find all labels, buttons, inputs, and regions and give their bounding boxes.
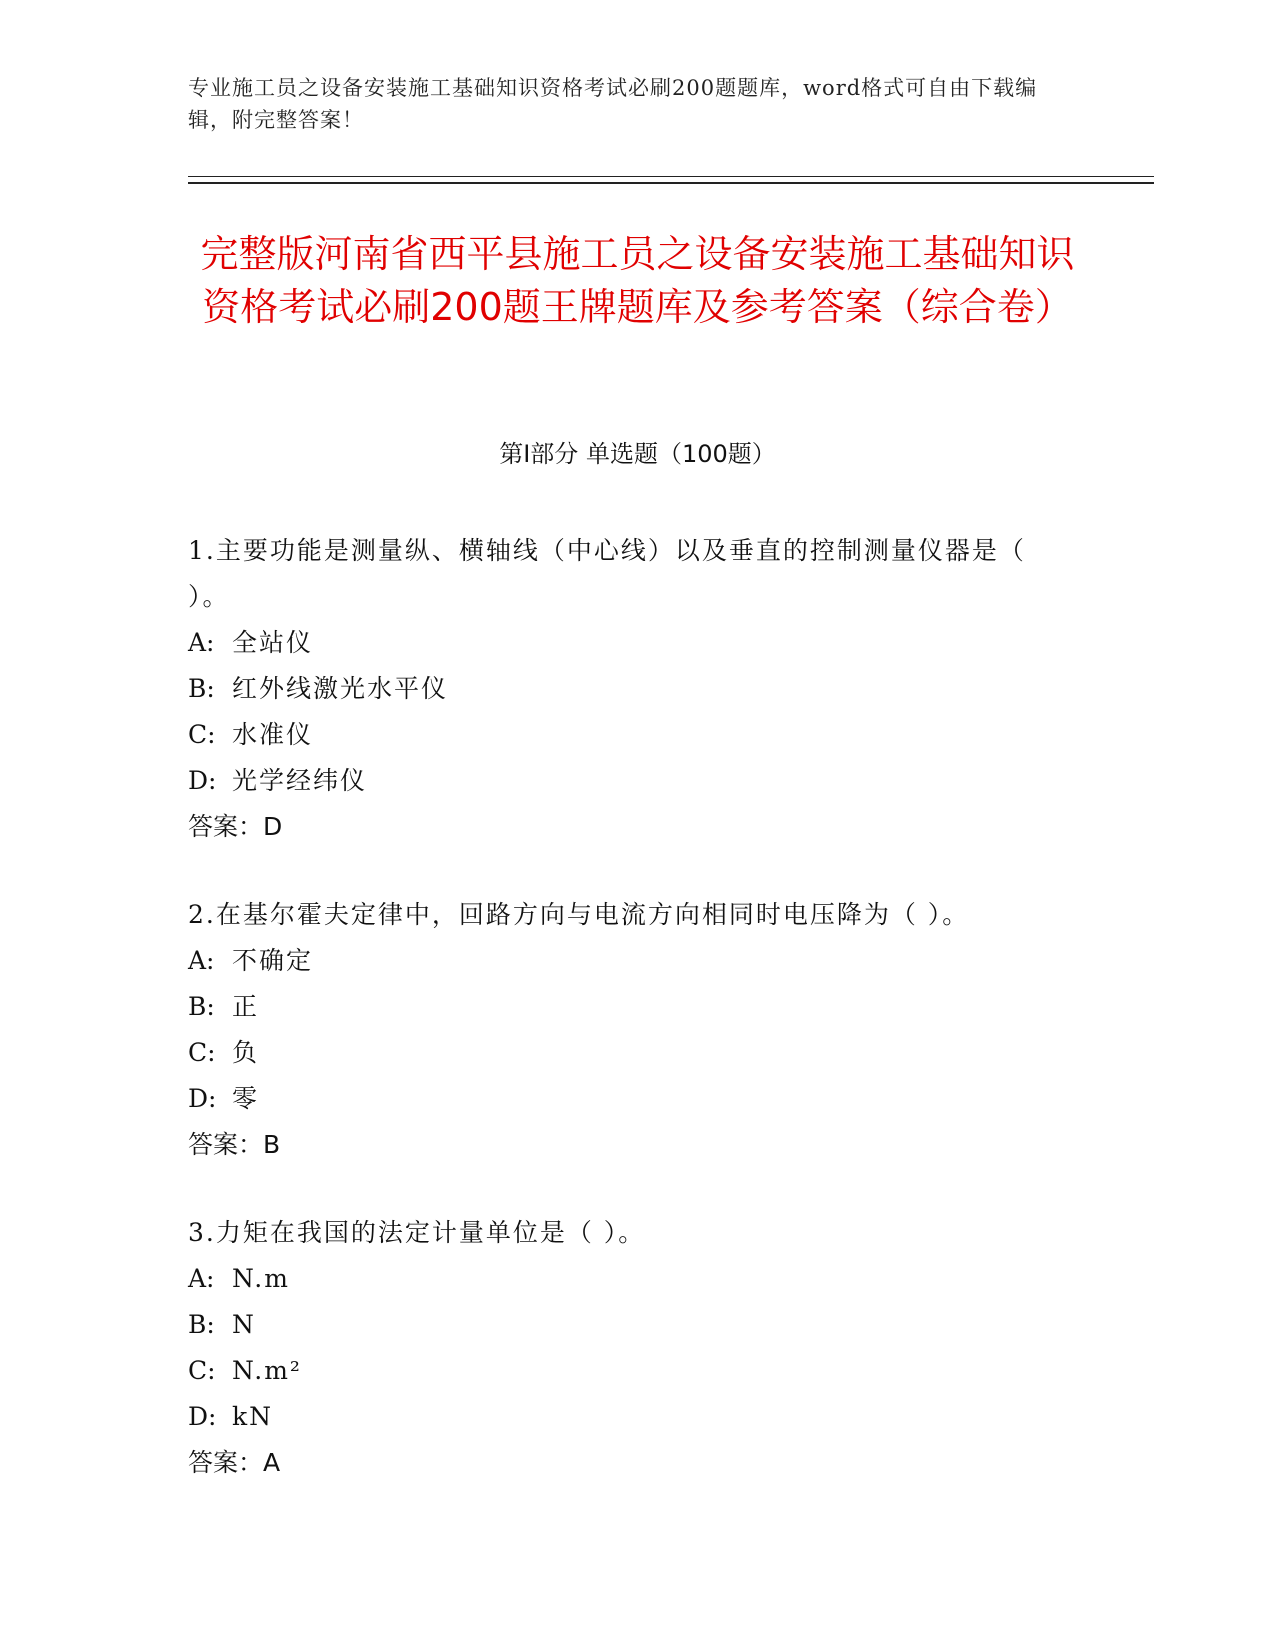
option-text: kN [232, 1402, 274, 1431]
question-item [188, 528, 1068, 850]
option-d [188, 1394, 1068, 1440]
option-a [188, 1256, 1068, 1302]
option-letter: A: [188, 1264, 215, 1293]
option-c [188, 712, 1068, 758]
question-stem: 1.主要功能是测量纵、横轴线（中心线）以及垂直的控制测量仪器是（ ）。 [188, 536, 1026, 611]
option-letter: D: [188, 1402, 217, 1431]
question-item [188, 1210, 1068, 1486]
answer-line: 答案：B [188, 1130, 281, 1159]
option-letter: D: [188, 1084, 217, 1113]
option-text: 红外线激光水平仪 [232, 674, 449, 703]
question-stem: 2.在基尔霍夫定律中，回路方向与电流方向相同时电压降为（ ）。 [188, 900, 970, 929]
option-letter: D: [188, 766, 217, 795]
option-letter: C: [188, 720, 216, 749]
question-item [188, 892, 1068, 1168]
option-text: 不确定 [232, 946, 314, 975]
option-letter: C: [188, 1038, 216, 1067]
answer-line: 答案：D [188, 812, 283, 841]
option-c [188, 1348, 1068, 1394]
option-letter: A: [188, 946, 215, 975]
option-d [188, 758, 1068, 804]
answer-line: 答案：A [188, 1448, 281, 1477]
option-text: N [232, 1310, 256, 1339]
option-text: 水准仪 [232, 720, 314, 749]
question-list [188, 528, 1068, 1528]
section-heading: 第Ⅰ部分 单选题（100题） [499, 440, 776, 468]
option-letter: A: [188, 628, 215, 657]
option-text: 正 [232, 992, 260, 1021]
option-b [188, 666, 1068, 712]
option-b [188, 1302, 1068, 1348]
option-d [188, 1076, 1068, 1122]
option-letter: C: [188, 1356, 216, 1385]
option-letter: B: [188, 674, 215, 703]
option-text: 零 [232, 1084, 260, 1113]
question-stem: 3.力矩在我国的法定计量单位是（ ）。 [188, 1218, 646, 1247]
option-letter: B: [188, 992, 215, 1021]
header-note: 专业施工员之设备安装施工基础知识资格考试必刷200题题库，word格式可自由下载编辑，附完整答案！ [188, 76, 1038, 132]
option-b [188, 984, 1068, 1030]
option-text: N.m² [232, 1356, 302, 1385]
option-text: 全站仪 [232, 628, 314, 657]
option-text: 负 [232, 1038, 260, 1067]
option-letter: B: [188, 1310, 215, 1339]
option-a [188, 620, 1068, 666]
header-divider [188, 176, 1154, 184]
option-text: N.m [232, 1264, 290, 1293]
option-a [188, 938, 1068, 984]
option-c [188, 1030, 1068, 1076]
document-title: 完整版河南省西平县施工员之设备安装施工基础知识资格考试必刷200题王牌题库及参考答案（综合卷） [200, 232, 1075, 329]
option-text: 光学经纬仪 [232, 766, 368, 795]
